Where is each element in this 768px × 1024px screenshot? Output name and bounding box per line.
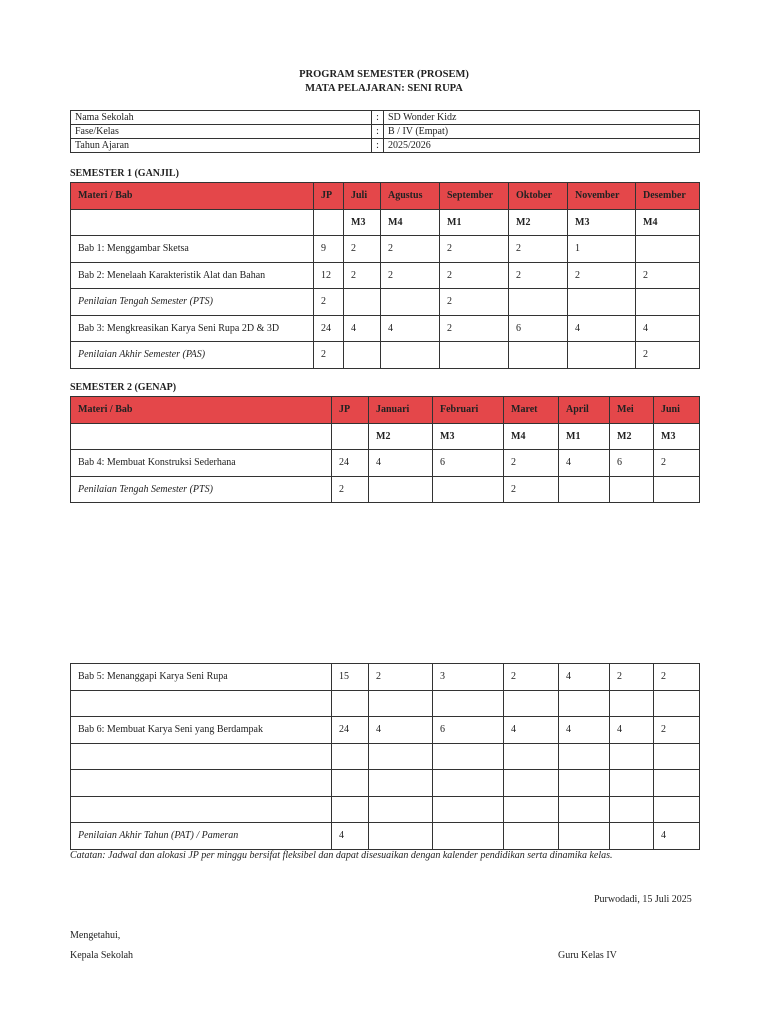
value-cell xyxy=(344,342,381,369)
column-header: Maret xyxy=(504,397,559,424)
value-cell xyxy=(433,476,504,503)
value-cell xyxy=(610,823,654,850)
place-date: Purwodadi, 15 Juli 2025 xyxy=(594,894,692,905)
column-header: Desember xyxy=(636,183,700,210)
principal-label: Kepala Sekolah xyxy=(70,950,134,961)
value-cell: 2 xyxy=(654,450,700,477)
column-header: Agustus xyxy=(381,183,440,210)
value-cell xyxy=(654,690,700,717)
topic-cell: Penilaian Tengah Semester (PTS) xyxy=(71,476,332,503)
table-row xyxy=(71,262,700,289)
week-cell: M3 xyxy=(344,209,381,236)
topic-cell: Bab 5: Menanggapi Karya Seni Rupa xyxy=(71,664,332,691)
value-cell: 2 xyxy=(636,262,700,289)
column-header: Januari xyxy=(369,397,433,424)
value-cell xyxy=(381,289,440,316)
table-row xyxy=(71,823,700,850)
table-row xyxy=(71,796,700,823)
value-cell: 4 xyxy=(504,717,559,744)
value-cell xyxy=(654,476,700,503)
value-cell xyxy=(433,796,504,823)
value-cell: 2 xyxy=(381,262,440,289)
value-cell xyxy=(610,796,654,823)
value-cell: 2 xyxy=(509,236,568,263)
value-cell xyxy=(559,796,610,823)
value-cell xyxy=(433,770,504,797)
semester2-table-continued xyxy=(70,663,700,850)
value-cell: 24 xyxy=(314,315,344,342)
column-header: September xyxy=(440,183,509,210)
column-header: Materi / Bab xyxy=(71,183,314,210)
table-header-row xyxy=(71,397,700,424)
column-header: April xyxy=(559,397,610,424)
value-cell xyxy=(504,823,559,850)
week-cell xyxy=(71,423,332,450)
column-header: JP xyxy=(332,397,369,424)
value-cell: 4 xyxy=(636,315,700,342)
value-cell xyxy=(369,770,433,797)
topic-cell: Bab 2: Menelaah Karakteristik Alat dan Bahan xyxy=(71,262,314,289)
info-colon: : xyxy=(372,125,384,139)
column-header: Materi / Bab xyxy=(71,397,332,424)
value-cell xyxy=(654,770,700,797)
value-cell xyxy=(654,796,700,823)
value-cell xyxy=(610,770,654,797)
info-label: Tahun Ajaran xyxy=(71,139,372,153)
value-cell xyxy=(433,823,504,850)
semester2-title: SEMESTER 2 (GENAP) xyxy=(70,382,177,393)
value-cell: 2 xyxy=(344,236,381,263)
value-cell: 4 xyxy=(381,315,440,342)
info-value: B / IV (Empat) xyxy=(384,125,700,139)
value-cell xyxy=(559,823,610,850)
value-cell: 2 xyxy=(654,717,700,744)
topic-cell: Penilaian Tengah Semester (PTS) xyxy=(71,289,314,316)
topic-cell: Bab 4: Membuat Konstruksi Sederhana xyxy=(71,450,332,477)
value-cell xyxy=(332,690,369,717)
value-cell xyxy=(559,770,610,797)
value-cell xyxy=(509,342,568,369)
topic-cell: Bab 3: Mengkreasikan Karya Seni Rupa 2D & 3D xyxy=(71,315,314,342)
document-subtitle: MATA PELAJARAN: SENI RUPA xyxy=(305,83,463,94)
week-row xyxy=(71,423,700,450)
value-cell xyxy=(559,743,610,770)
value-cell: 4 xyxy=(610,717,654,744)
week-cell: M2 xyxy=(509,209,568,236)
column-header: November xyxy=(568,183,636,210)
value-cell: 6 xyxy=(433,717,504,744)
value-cell xyxy=(568,289,636,316)
value-cell: 4 xyxy=(568,315,636,342)
acknowledged-label: Mengetahui, xyxy=(70,930,121,941)
note: Catatan: Jadwal dan alokasi JP per minggu bersifat fleksibel dan dapat disesuaikan dengan kalender pendidikan serta dinamika kelas. xyxy=(70,850,613,861)
topic-cell xyxy=(71,743,332,770)
semester2-table xyxy=(70,396,700,503)
value-cell: 2 xyxy=(440,236,509,263)
topic-cell: Bab 1: Menggambar Sketsa xyxy=(71,236,314,263)
value-cell xyxy=(332,770,369,797)
value-cell: 2 xyxy=(314,289,344,316)
value-cell xyxy=(559,690,610,717)
week-cell: M4 xyxy=(636,209,700,236)
week-cell: M2 xyxy=(369,423,433,450)
week-cell: M4 xyxy=(381,209,440,236)
value-cell xyxy=(636,289,700,316)
week-cell: M4 xyxy=(504,423,559,450)
week-cell: M3 xyxy=(654,423,700,450)
value-cell xyxy=(509,289,568,316)
table-row xyxy=(71,289,700,316)
table-row xyxy=(71,743,700,770)
value-cell: 2 xyxy=(504,476,559,503)
value-cell: 2 xyxy=(504,664,559,691)
value-cell: 6 xyxy=(433,450,504,477)
value-cell: 2 xyxy=(440,315,509,342)
value-cell xyxy=(559,476,610,503)
week-cell: M3 xyxy=(433,423,504,450)
week-cell: M2 xyxy=(610,423,654,450)
topic-cell xyxy=(71,690,332,717)
info-label: Nama Sekolah xyxy=(71,111,372,125)
value-cell: 2 xyxy=(314,342,344,369)
table-row xyxy=(71,236,700,263)
week-cell xyxy=(71,209,314,236)
week-cell xyxy=(332,423,369,450)
week-cell: M3 xyxy=(568,209,636,236)
value-cell xyxy=(369,476,433,503)
value-cell: 4 xyxy=(559,450,610,477)
info-row xyxy=(71,139,700,153)
school-info-table xyxy=(70,110,700,153)
week-cell xyxy=(314,209,344,236)
value-cell: 9 xyxy=(314,236,344,263)
value-cell xyxy=(636,236,700,263)
value-cell: 2 xyxy=(332,476,369,503)
value-cell xyxy=(504,796,559,823)
value-cell xyxy=(344,289,381,316)
value-cell xyxy=(654,743,700,770)
column-header: Mei xyxy=(610,397,654,424)
value-cell: 6 xyxy=(509,315,568,342)
value-cell: 2 xyxy=(504,450,559,477)
value-cell: 4 xyxy=(559,717,610,744)
value-cell: 2 xyxy=(381,236,440,263)
value-cell: 24 xyxy=(332,450,369,477)
value-cell xyxy=(504,690,559,717)
table-header-row xyxy=(71,183,700,210)
info-label: Fase/Kelas xyxy=(71,125,372,139)
value-cell: 12 xyxy=(314,262,344,289)
info-row xyxy=(71,125,700,139)
info-value: 2025/2026 xyxy=(384,139,700,153)
semester1-table xyxy=(70,182,700,369)
value-cell: 2 xyxy=(369,664,433,691)
column-header: Februari xyxy=(433,397,504,424)
value-cell xyxy=(369,743,433,770)
value-cell xyxy=(433,743,504,770)
column-header: JP xyxy=(314,183,344,210)
value-cell: 15 xyxy=(332,664,369,691)
value-cell xyxy=(433,690,504,717)
document-title: PROGRAM SEMESTER (PROSEM) xyxy=(299,69,469,80)
topic-cell: Penilaian Akhir Tahun (PAT) / Pameran xyxy=(71,823,332,850)
value-cell xyxy=(610,690,654,717)
value-cell xyxy=(568,342,636,369)
value-cell xyxy=(332,743,369,770)
value-cell xyxy=(610,476,654,503)
value-cell: 2 xyxy=(440,262,509,289)
value-cell: 2 xyxy=(610,664,654,691)
table-row xyxy=(71,717,700,744)
topic-cell: Penilaian Akhir Semester (PAS) xyxy=(71,342,314,369)
column-header: Juni xyxy=(654,397,700,424)
value-cell: 4 xyxy=(559,664,610,691)
teacher-label: Guru Kelas IV xyxy=(558,950,617,961)
column-header: Oktober xyxy=(509,183,568,210)
topic-cell xyxy=(71,770,332,797)
value-cell: 4 xyxy=(369,450,433,477)
table-row xyxy=(71,450,700,477)
week-row xyxy=(71,209,700,236)
semester1-title: SEMESTER 1 (GANJIL) xyxy=(70,168,179,179)
column-header: Juli xyxy=(344,183,381,210)
value-cell: 4 xyxy=(344,315,381,342)
value-cell: 1 xyxy=(568,236,636,263)
topic-cell: Bab 6: Membuat Karya Seni yang Berdampak xyxy=(71,717,332,744)
value-cell: 4 xyxy=(332,823,369,850)
value-cell xyxy=(332,796,369,823)
value-cell xyxy=(504,743,559,770)
value-cell xyxy=(369,823,433,850)
week-cell: M1 xyxy=(559,423,610,450)
table-row xyxy=(71,315,700,342)
value-cell xyxy=(504,770,559,797)
value-cell: 2 xyxy=(509,262,568,289)
value-cell: 3 xyxy=(433,664,504,691)
value-cell: 2 xyxy=(344,262,381,289)
value-cell xyxy=(440,342,509,369)
value-cell: 4 xyxy=(369,717,433,744)
value-cell xyxy=(369,796,433,823)
table-row xyxy=(71,690,700,717)
value-cell xyxy=(610,743,654,770)
value-cell: 6 xyxy=(610,450,654,477)
table-row xyxy=(71,770,700,797)
value-cell xyxy=(369,690,433,717)
info-colon: : xyxy=(372,111,384,125)
value-cell: 2 xyxy=(654,664,700,691)
week-cell: M1 xyxy=(440,209,509,236)
value-cell: 2 xyxy=(636,342,700,369)
value-cell: 2 xyxy=(568,262,636,289)
table-row xyxy=(71,664,700,691)
value-cell: 24 xyxy=(332,717,369,744)
value-cell: 2 xyxy=(440,289,509,316)
table-row xyxy=(71,476,700,503)
value-cell xyxy=(381,342,440,369)
info-value: SD Wonder Kidz xyxy=(384,111,700,125)
topic-cell xyxy=(71,796,332,823)
table-row xyxy=(71,342,700,369)
info-colon: : xyxy=(372,139,384,153)
value-cell: 4 xyxy=(654,823,700,850)
info-row xyxy=(71,111,700,125)
